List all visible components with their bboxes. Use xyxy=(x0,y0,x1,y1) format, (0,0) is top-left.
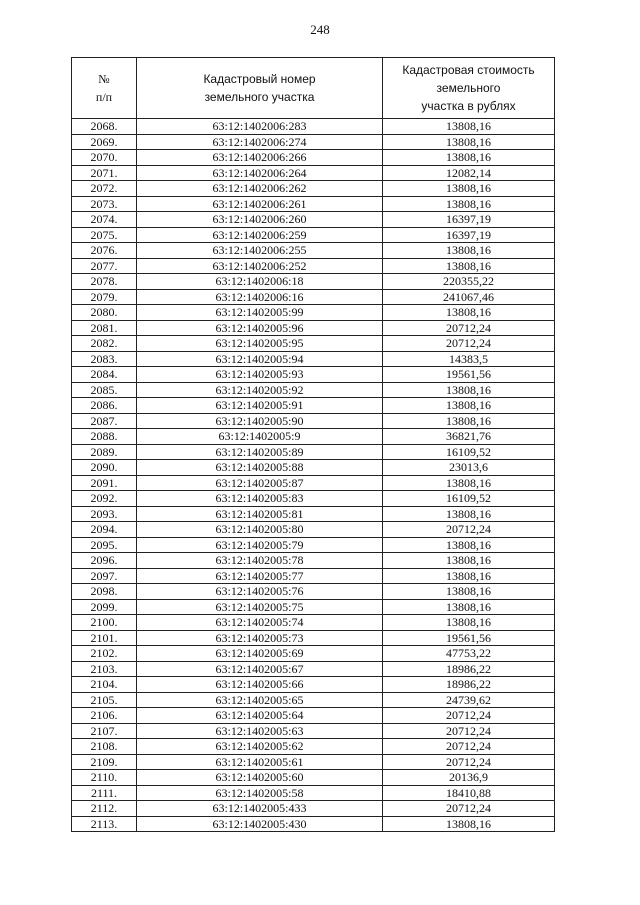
cell-cadastral-value: 16397,19 xyxy=(383,212,555,228)
cell-cadastral-value: 13808,16 xyxy=(383,258,555,274)
cell-cadastral-value: 20712,24 xyxy=(383,708,555,724)
cell-cadastral-number: 63:12:1402005:88 xyxy=(137,460,383,476)
cell-cadastral-value: 13808,16 xyxy=(383,475,555,491)
table-row xyxy=(72,258,555,274)
cell-row-number: 2099. xyxy=(72,599,137,615)
cell-cadastral-value: 19561,56 xyxy=(383,367,555,383)
cell-row-number: 2090. xyxy=(72,460,137,476)
cell-cadastral-number: 63:12:1402005:94 xyxy=(137,351,383,367)
cell-cadastral-value: 20712,24 xyxy=(383,739,555,755)
table-row xyxy=(72,739,555,755)
cell-row-number: 2112. xyxy=(72,801,137,817)
cell-row-number: 2069. xyxy=(72,134,137,150)
header-value-line1: Кадастровая стоимость земельного xyxy=(402,63,535,95)
cell-cadastral-value: 13808,16 xyxy=(383,119,555,135)
header-cadastral-value xyxy=(383,58,555,119)
cell-cadastral-number: 63:12:1402006:262 xyxy=(137,181,383,197)
cell-cadastral-value: 13808,16 xyxy=(383,150,555,166)
table-row xyxy=(72,243,555,259)
cell-row-number: 2096. xyxy=(72,553,137,569)
cell-cadastral-number: 63:12:1402006:260 xyxy=(137,212,383,228)
cell-row-number: 2088. xyxy=(72,429,137,445)
table-header xyxy=(72,58,555,119)
table-row xyxy=(72,320,555,336)
table-row xyxy=(72,615,555,631)
cell-cadastral-value: 13808,16 xyxy=(383,134,555,150)
cell-row-number: 2094. xyxy=(72,522,137,538)
cell-cadastral-number: 63:12:1402006:274 xyxy=(137,134,383,150)
cell-cadastral-value: 18410,88 xyxy=(383,785,555,801)
table-row xyxy=(72,584,555,600)
cell-cadastral-number: 63:12:1402005:95 xyxy=(137,336,383,352)
cell-cadastral-value: 13808,16 xyxy=(383,181,555,197)
cell-cadastral-number: 63:12:1402005:66 xyxy=(137,677,383,693)
header-num-line1: № xyxy=(98,72,110,86)
cell-row-number: 2070. xyxy=(72,150,137,166)
table-row xyxy=(72,630,555,646)
table-row xyxy=(72,816,555,832)
table-row xyxy=(72,723,555,739)
cell-cadastral-value: 20712,24 xyxy=(383,522,555,538)
cell-cadastral-number: 63:12:1402005:89 xyxy=(137,444,383,460)
table-row xyxy=(72,289,555,305)
table-row xyxy=(72,274,555,290)
cell-cadastral-value: 18986,22 xyxy=(383,677,555,693)
cell-cadastral-number: 63:12:1402005:58 xyxy=(137,785,383,801)
table-row xyxy=(72,661,555,677)
cell-row-number: 2077. xyxy=(72,258,137,274)
table-row xyxy=(72,506,555,522)
page-number: 248 xyxy=(310,22,330,37)
table-row xyxy=(72,522,555,538)
table-row xyxy=(72,568,555,584)
cell-cadastral-number: 63:12:1402005:99 xyxy=(137,305,383,321)
cell-cadastral-value: 13808,16 xyxy=(383,599,555,615)
cell-row-number: 2074. xyxy=(72,212,137,228)
table-row xyxy=(72,646,555,662)
cell-row-number: 2111. xyxy=(72,785,137,801)
cell-cadastral-value: 13808,16 xyxy=(383,305,555,321)
cell-cadastral-number: 63:12:1402006:261 xyxy=(137,196,383,212)
cell-row-number: 2108. xyxy=(72,739,137,755)
cell-cadastral-number: 63:12:1402005:80 xyxy=(137,522,383,538)
cell-row-number: 2087. xyxy=(72,413,137,429)
table-row xyxy=(72,770,555,786)
table-row xyxy=(72,367,555,383)
table-row xyxy=(72,785,555,801)
table-row xyxy=(72,196,555,212)
cell-cadastral-number: 63:12:1402005:430 xyxy=(137,816,383,832)
header-cadastral-line2: земельного участка xyxy=(204,90,315,104)
table-row xyxy=(72,413,555,429)
cell-row-number: 2073. xyxy=(72,196,137,212)
cell-row-number: 2097. xyxy=(72,568,137,584)
table-row xyxy=(72,537,555,553)
cell-row-number: 2084. xyxy=(72,367,137,383)
cell-cadastral-number: 63:12:1402005:77 xyxy=(137,568,383,584)
cell-cadastral-number: 63:12:1402005:83 xyxy=(137,491,383,507)
cell-cadastral-number: 63:12:1402006:255 xyxy=(137,243,383,259)
cell-cadastral-number: 63:12:1402006:283 xyxy=(137,119,383,135)
header-value-line2: участка в рублях xyxy=(421,99,516,113)
cell-cadastral-value: 16109,52 xyxy=(383,444,555,460)
cell-row-number: 2068. xyxy=(72,119,137,135)
table-row xyxy=(72,134,555,150)
cell-cadastral-value: 13808,16 xyxy=(383,413,555,429)
cell-row-number: 2086. xyxy=(72,398,137,414)
table-row xyxy=(72,165,555,181)
cell-cadastral-number: 63:12:1402006:264 xyxy=(137,165,383,181)
cell-row-number: 2098. xyxy=(72,584,137,600)
table-row xyxy=(72,305,555,321)
cell-cadastral-value: 13808,16 xyxy=(383,398,555,414)
cell-row-number: 2089. xyxy=(72,444,137,460)
table-row xyxy=(72,336,555,352)
table-row xyxy=(72,475,555,491)
header-row xyxy=(72,58,555,119)
cell-row-number: 2110. xyxy=(72,770,137,786)
table-row xyxy=(72,491,555,507)
cell-cadastral-value: 13808,16 xyxy=(383,568,555,584)
cell-cadastral-value: 18986,22 xyxy=(383,661,555,677)
cell-cadastral-number: 63:12:1402005:64 xyxy=(137,708,383,724)
cell-cadastral-number: 63:12:1402006:259 xyxy=(137,227,383,243)
cell-cadastral-value: 13808,16 xyxy=(383,584,555,600)
cell-cadastral-number: 63:12:1402005:65 xyxy=(137,692,383,708)
cell-row-number: 2103. xyxy=(72,661,137,677)
cell-cadastral-number: 63:12:1402005:9 xyxy=(137,429,383,445)
cell-cadastral-value: 20712,24 xyxy=(383,336,555,352)
header-num-line2: п/п xyxy=(95,90,113,104)
cell-cadastral-number: 63:12:1402006:266 xyxy=(137,150,383,166)
table-row xyxy=(72,692,555,708)
table-row xyxy=(72,119,555,135)
cell-cadastral-number: 63:12:1402005:78 xyxy=(137,553,383,569)
cell-row-number: 2104. xyxy=(72,677,137,693)
cell-cadastral-value: 14383,5 xyxy=(383,351,555,367)
table-row xyxy=(72,212,555,228)
cell-cadastral-value: 13808,16 xyxy=(383,382,555,398)
cell-row-number: 2080. xyxy=(72,305,137,321)
cell-cadastral-value: 36821,76 xyxy=(383,429,555,445)
cell-cadastral-value: 13808,16 xyxy=(383,615,555,631)
cell-cadastral-value: 19561,56 xyxy=(383,630,555,646)
cell-cadastral-number: 63:12:1402005:75 xyxy=(137,599,383,615)
table-row xyxy=(72,754,555,770)
cell-cadastral-number: 63:12:1402005:60 xyxy=(137,770,383,786)
cell-cadastral-value: 13808,16 xyxy=(383,816,555,832)
cell-cadastral-number: 63:12:1402005:93 xyxy=(137,367,383,383)
table-row xyxy=(72,677,555,693)
cell-cadastral-value: 16109,52 xyxy=(383,491,555,507)
cell-cadastral-value: 12082,14 xyxy=(383,165,555,181)
cell-row-number: 2093. xyxy=(72,506,137,522)
table-row xyxy=(72,429,555,445)
table-row xyxy=(72,351,555,367)
cell-cadastral-value: 13808,16 xyxy=(383,537,555,553)
cell-cadastral-value: 23013,6 xyxy=(383,460,555,476)
cell-cadastral-number: 63:12:1402005:74 xyxy=(137,615,383,631)
cell-cadastral-number: 63:12:1402005:92 xyxy=(137,382,383,398)
cell-cadastral-value: 220355,22 xyxy=(383,274,555,290)
cell-cadastral-value: 20712,24 xyxy=(383,754,555,770)
cell-row-number: 2100. xyxy=(72,615,137,631)
cell-cadastral-number: 63:12:1402005:87 xyxy=(137,475,383,491)
cell-row-number: 2071. xyxy=(72,165,137,181)
cell-cadastral-number: 63:12:1402005:91 xyxy=(137,398,383,414)
table-row xyxy=(72,599,555,615)
table-row xyxy=(72,398,555,414)
table-row xyxy=(72,227,555,243)
cell-row-number: 2079. xyxy=(72,289,137,305)
cell-cadastral-value: 16397,19 xyxy=(383,227,555,243)
cell-cadastral-number: 63:12:1402005:76 xyxy=(137,584,383,600)
cell-cadastral-number: 63:12:1402005:61 xyxy=(137,754,383,770)
table-row xyxy=(72,460,555,476)
cell-cadastral-number: 63:12:1402005:433 xyxy=(137,801,383,817)
cell-row-number: 2081. xyxy=(72,320,137,336)
cell-row-number: 2101. xyxy=(72,630,137,646)
cell-cadastral-value: 20712,24 xyxy=(383,723,555,739)
cell-row-number: 2107. xyxy=(72,723,137,739)
table-row xyxy=(72,181,555,197)
cadastral-value-table xyxy=(71,57,555,832)
table-row xyxy=(72,382,555,398)
cell-cadastral-value: 13808,16 xyxy=(383,553,555,569)
cell-cadastral-number: 63:12:1402005:69 xyxy=(137,646,383,662)
cell-row-number: 2083. xyxy=(72,351,137,367)
cell-cadastral-value: 13808,16 xyxy=(383,243,555,259)
cell-row-number: 2102. xyxy=(72,646,137,662)
cell-cadastral-value: 13808,16 xyxy=(383,506,555,522)
cell-row-number: 2076. xyxy=(72,243,137,259)
cell-cadastral-number: 63:12:1402005:79 xyxy=(137,537,383,553)
table-row xyxy=(72,444,555,460)
cell-cadastral-number: 63:12:1402005:73 xyxy=(137,630,383,646)
cell-cadastral-number: 63:12:1402005:63 xyxy=(137,723,383,739)
cell-row-number: 2075. xyxy=(72,227,137,243)
cell-cadastral-value: 20136,9 xyxy=(383,770,555,786)
cell-cadastral-value: 13808,16 xyxy=(383,196,555,212)
table-row xyxy=(72,553,555,569)
table-row xyxy=(72,708,555,724)
table-row xyxy=(72,150,555,166)
header-row-number xyxy=(72,58,137,119)
cell-cadastral-number: 63:12:1402006:18 xyxy=(137,274,383,290)
cell-cadastral-number: 63:12:1402006:16 xyxy=(137,289,383,305)
cell-cadastral-number: 63:12:1402005:90 xyxy=(137,413,383,429)
cell-row-number: 2109. xyxy=(72,754,137,770)
header-cadastral-line1: Кадастровый номер xyxy=(203,72,316,86)
cell-cadastral-value: 20712,24 xyxy=(383,320,555,336)
cell-row-number: 2113. xyxy=(72,816,137,832)
table-row xyxy=(72,801,555,817)
cell-cadastral-value: 47753,22 xyxy=(383,646,555,662)
header-cadastral-number xyxy=(137,58,383,119)
cell-row-number: 2091. xyxy=(72,475,137,491)
cell-cadastral-value: 24739,62 xyxy=(383,692,555,708)
cell-row-number: 2082. xyxy=(72,336,137,352)
cell-row-number: 2106. xyxy=(72,708,137,724)
cell-cadastral-number: 63:12:1402005:96 xyxy=(137,320,383,336)
cell-cadastral-value: 20712,24 xyxy=(383,801,555,817)
cell-row-number: 2072. xyxy=(72,181,137,197)
cell-row-number: 2105. xyxy=(72,692,137,708)
cell-row-number: 2085. xyxy=(72,382,137,398)
cell-row-number: 2078. xyxy=(72,274,137,290)
cell-cadastral-number: 63:12:1402006:252 xyxy=(137,258,383,274)
cell-cadastral-number: 63:12:1402005:62 xyxy=(137,739,383,755)
cell-row-number: 2095. xyxy=(72,537,137,553)
cell-cadastral-number: 63:12:1402005:67 xyxy=(137,661,383,677)
cell-cadastral-number: 63:12:1402005:81 xyxy=(137,506,383,522)
table-body xyxy=(72,119,555,832)
cell-row-number: 2092. xyxy=(72,491,137,507)
cell-cadastral-value: 241067,46 xyxy=(383,289,555,305)
